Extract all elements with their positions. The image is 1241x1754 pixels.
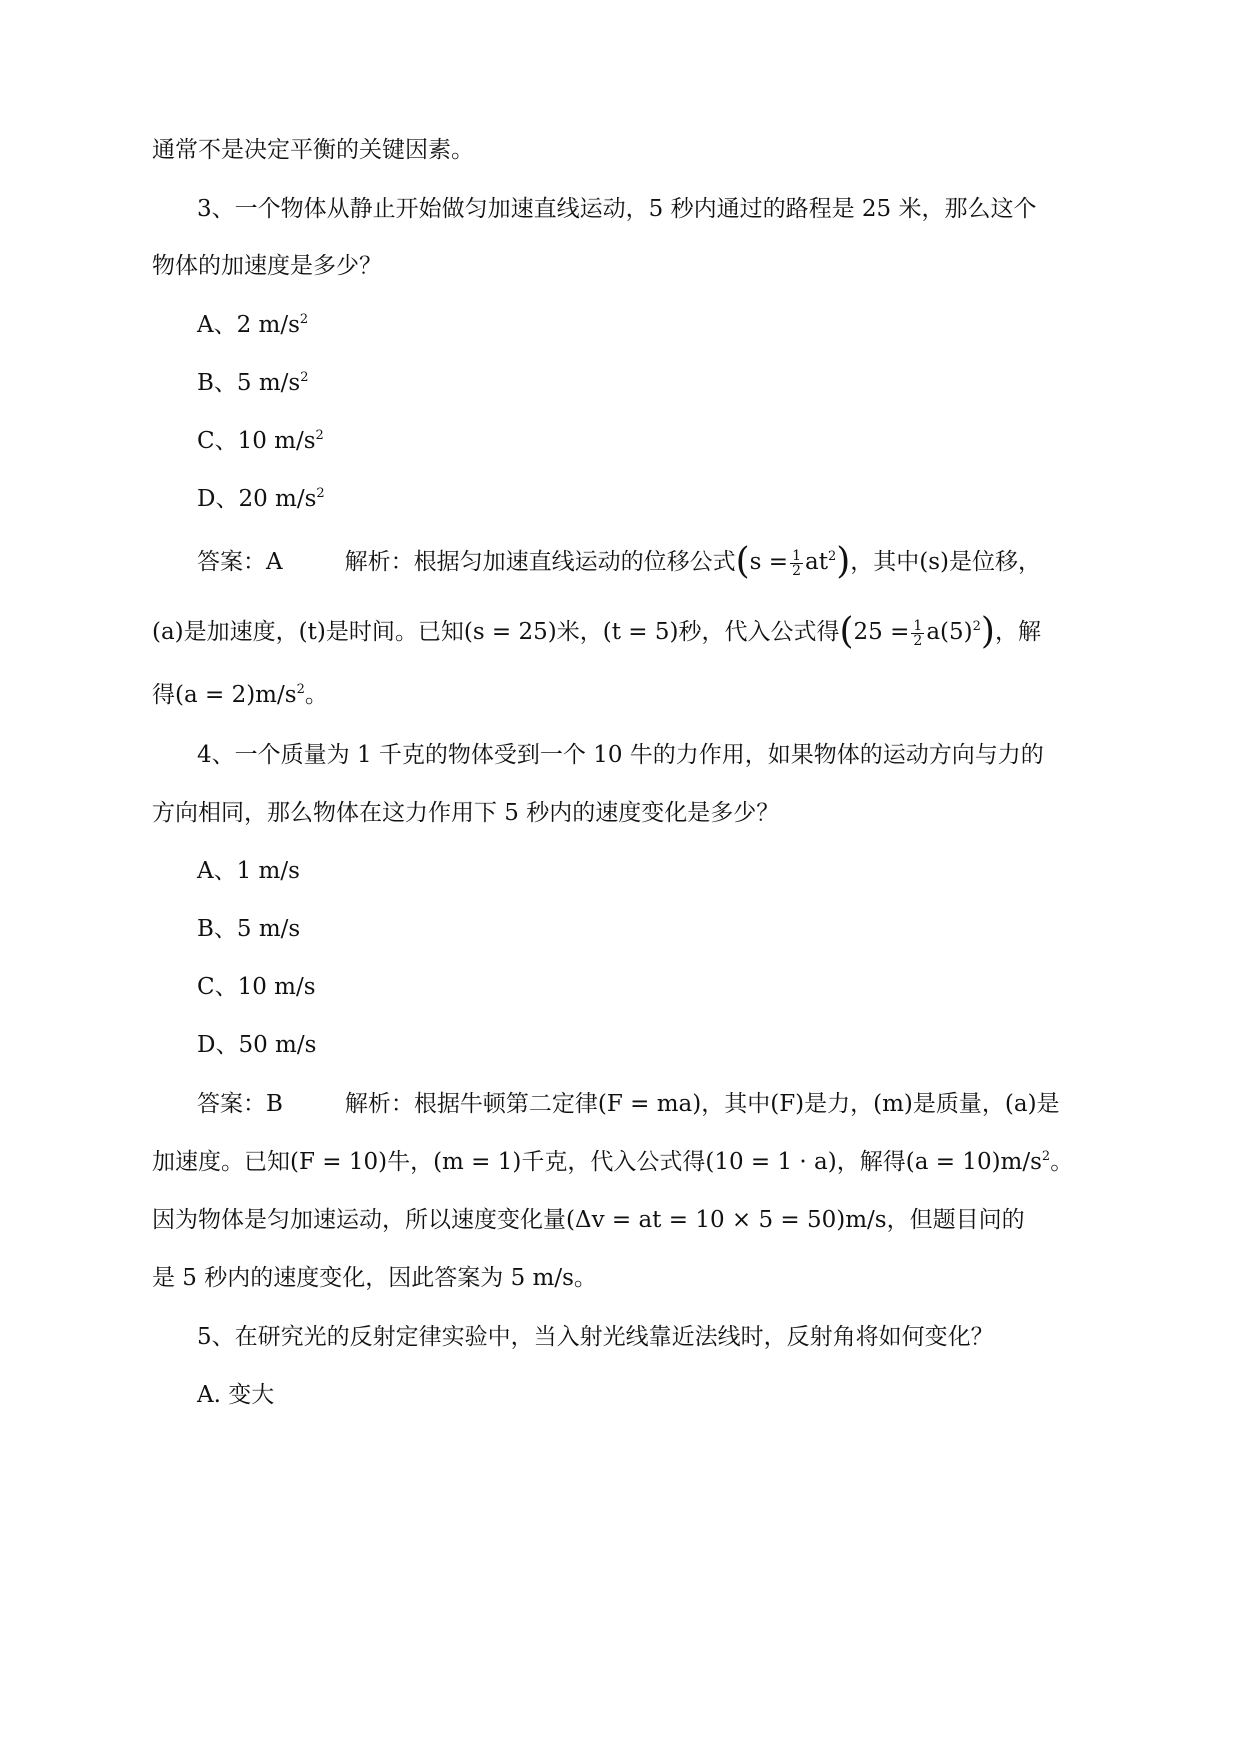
answer-line: 是 5 秒内的速度变化，因此答案为 5 m/s。 <box>152 1265 597 1291</box>
option-c: C、10 m/s <box>197 974 316 1000</box>
answer-line: 答案：B 解析：根据牛顿第二定律(F = ma)，其中(F)是力，(m)是质量，(a)是 <box>197 1091 1060 1117</box>
answer-line: 加速度。已知(F = 10)牛，(m = 1)千克，代入公式得(10 = 1 · a)，解得$(a = 10)m/s^2$。 <box>152 1149 1074 1175</box>
option-b: B、5 $m/s^2$ <box>197 370 309 396</box>
question-3: 3、一个物体从静止开始做匀加速直线运动，5 秒内通过的路程是 25 米，那么这个 <box>197 196 1037 222</box>
question-4: 4、一个质量为 1 千克的物体受到一个 10 牛的力作用，如果物体的运动方向与力的 <box>197 742 1044 768</box>
answer-label: 答案：A <box>197 549 283 575</box>
option-a: A. 变大 <box>197 1382 275 1408</box>
answer-label: 答案：B <box>197 1091 283 1117</box>
answer-line: (a)是加速度，(t)是时间。已知(s = 25)米，(t = 5)秒，代入公式得(25 = $\frac{1}{2}$ $a(5)^2$)，解 <box>152 611 1041 652</box>
option-a: A、2 $m/s^2$ <box>197 312 309 338</box>
option-d: D、20 $m/s^2$ <box>197 486 325 512</box>
option-a: A、1 m/s <box>197 858 300 884</box>
text-line: 物体的加速度是多少？ <box>152 253 382 279</box>
question-5: 5、在研究光的反射定律实验中，当入射光线靠近法线时，反射角将如何变化？ <box>197 1324 994 1350</box>
option-b: B、5 m/s <box>197 916 301 942</box>
answer-line: 得$(a = 2)m/s^2$。 <box>152 682 328 708</box>
text-line: 通常不是决定平衡的关键因素。 <box>152 137 474 163</box>
fraction: $\frac{1}{2}$ <box>913 617 923 649</box>
fraction: $\frac{1}{2}$ <box>792 547 801 579</box>
option-c: C、10 $m/s^2$ <box>197 428 324 454</box>
answer-line: 答案：A 解析：根据匀加速直线运动的位移公式(s = $\frac{1}{2}$ $at^2$)，其中(s)是位移， <box>197 541 1042 582</box>
text-line: 方向相同，那么物体在这力作用下 5 秒内的速度变化是多少？ <box>152 800 780 826</box>
option-d: D、50 m/s <box>197 1032 317 1058</box>
answer-line: 因为物体是匀加速运动，所以速度变化量(Δv = at = 10 × 5 = 50)m/s，但题目问的 <box>152 1207 1025 1233</box>
